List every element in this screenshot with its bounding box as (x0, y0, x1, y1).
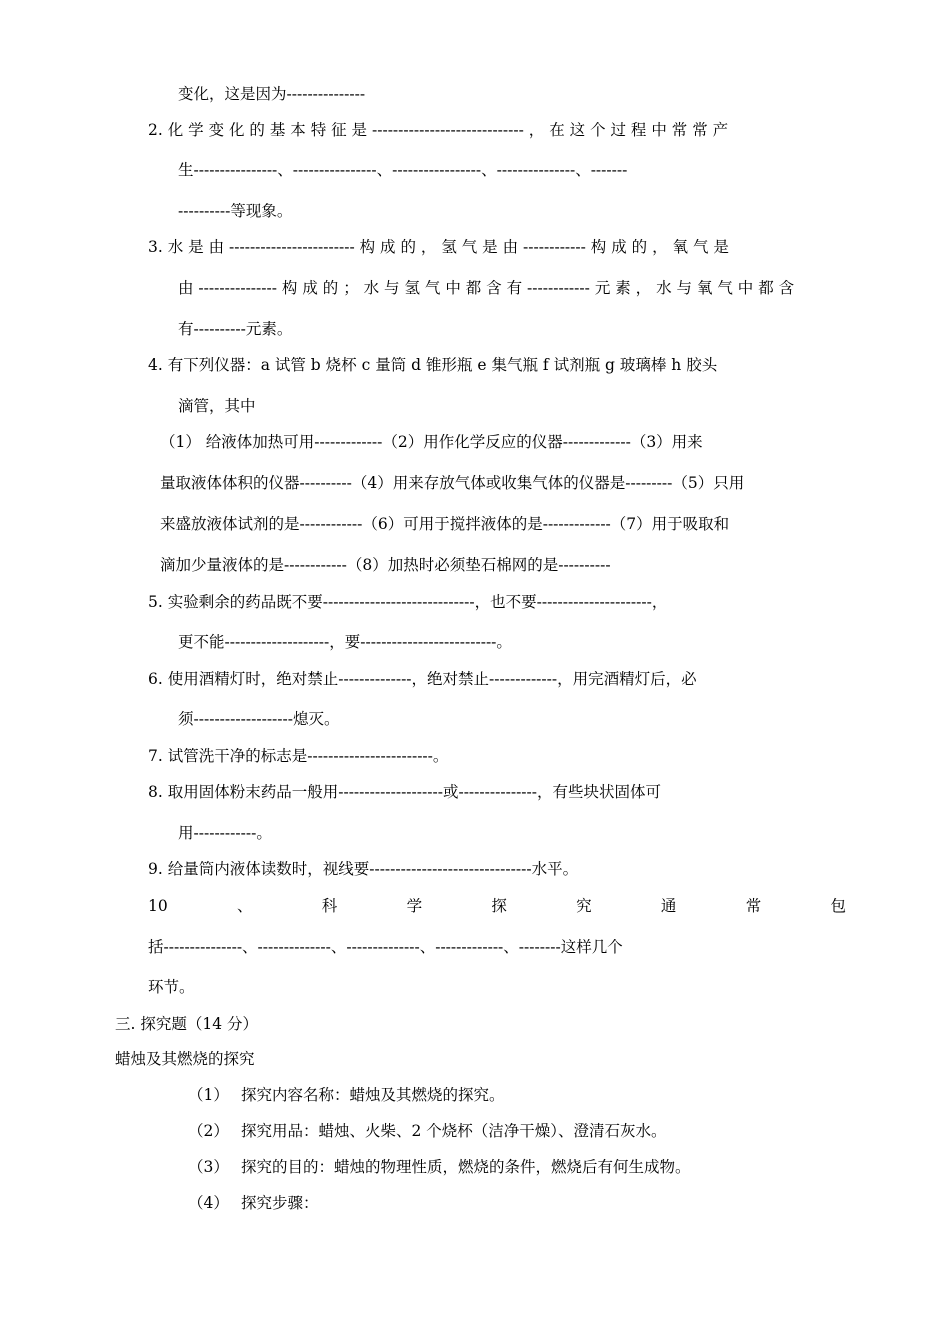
q5-line-2: 更不能--------------------，要--------------------------。 (178, 633, 512, 651)
q2-line-2: 生----------------、----------------、-----------------、---------------、------- (178, 161, 628, 179)
q8-line-2: 用------------。 (178, 824, 272, 842)
q10-word: 包 (830, 897, 846, 915)
q2-line-3: ----------等现象。 (178, 202, 293, 220)
q3-line-2: 由 --------------- 构 成 的 ； 水 与 氢 气 中 都 含 有 ------------ 元 素 ， 水 与 氧 气 中 都 含 (178, 279, 795, 297)
q10-word: 学 (406, 897, 423, 915)
q7-line-1: 7. 试管洗干净的标志是------------------------。 (148, 747, 449, 765)
q2-line-1: 2. 化 学 变 化 的 基 本 特 征 是 ----------------------------- ， 在 这 个 过 程 中 常 常 产 (148, 121, 729, 139)
q3-line-3: 有----------元素。 (178, 320, 293, 338)
step-number: （1） (188, 1086, 229, 1104)
q5-line-1: 5. 实验剩余的药品既不要-----------------------------，也不要----------------------， (148, 593, 668, 611)
section-heading: 三. 探究题（14 分） (115, 1015, 259, 1033)
q4-line-2: 滴管，其中 (178, 397, 256, 415)
q10-word: 究 (576, 897, 592, 915)
q10-word: 10 (148, 897, 168, 915)
q6-line-1: 6. 使用酒精灯时，绝对禁止--------------，绝对禁止-------------，用完酒精灯后，必 (148, 670, 697, 688)
step-text: 探究用品：蜡烛、火柴、2 个烧杯（洁净干燥）、澄清石灰水。 (241, 1122, 667, 1140)
q10-word: 科 (321, 897, 338, 915)
step-text: 探究步骤： (241, 1194, 319, 1212)
step-number: （3） (188, 1158, 229, 1176)
q4-line-4: 量取液体体积的仪器----------（4）用来存放气体或收集气体的仪器是---------（5）只用 (160, 474, 745, 492)
q4-line-5: 来盛放液体试剂的是------------（6）可用于搅拌液体的是-------------（7）用于吸取和 (160, 515, 730, 533)
q1-continuation: 变化，这是因为--------------- (178, 85, 366, 103)
step-number: （2） (188, 1122, 229, 1140)
q4-line-3: （1） 给液体加热可用-------------（2）用作化学反应的仪器-------------（3）用来 (160, 433, 703, 451)
q10-word: 通 (660, 897, 677, 915)
step-number: （4） (188, 1194, 229, 1212)
step-text: 探究的目的：蜡烛的物理性质，燃烧的条件，燃烧后有何生成物。 (241, 1158, 691, 1176)
q10-word: 常 (745, 897, 762, 915)
q10-line-2: 括---------------、--------------、--------------、-------------、--------这样几个 (148, 938, 623, 956)
q6-line-2: 须-------------------熄灭。 (178, 710, 340, 728)
q8-line-1: 8. 取用固体粉末药品一般用--------------------或---------------，有些块状固体可 (148, 783, 662, 801)
q10-line-3: 环节。 (148, 978, 195, 996)
section-subtitle: 蜡烛及其燃烧的探究 (115, 1050, 255, 1068)
step-text: 探究内容名称：蜡烛及其燃烧的探究。 (241, 1086, 505, 1104)
q3-line-1: 3. 水 是 由 ------------------------ 构 成 的 ， 氢 气 是 由 ------------ 构 成 的 ， 氧 气 是 (148, 238, 729, 256)
q4-line-6: 滴加少量液体的是------------（8）加热时必须垫石棉网的是---------- (160, 556, 611, 574)
q10-word: 、 (237, 897, 253, 915)
q10-word: 探 (491, 897, 507, 915)
q10-line-1 (148, 896, 846, 916)
q4-line-1: 4. 有下列仪器：a 试管 b 烧杯 c 量筒 d 锥形瓶 e 集气瓶 f 试剂瓶 g 玻璃棒 h 胶头 (148, 356, 718, 374)
q9-line-1: 9. 给量筒内液体读数时，视线要-------------------------------水平。 (148, 860, 579, 878)
